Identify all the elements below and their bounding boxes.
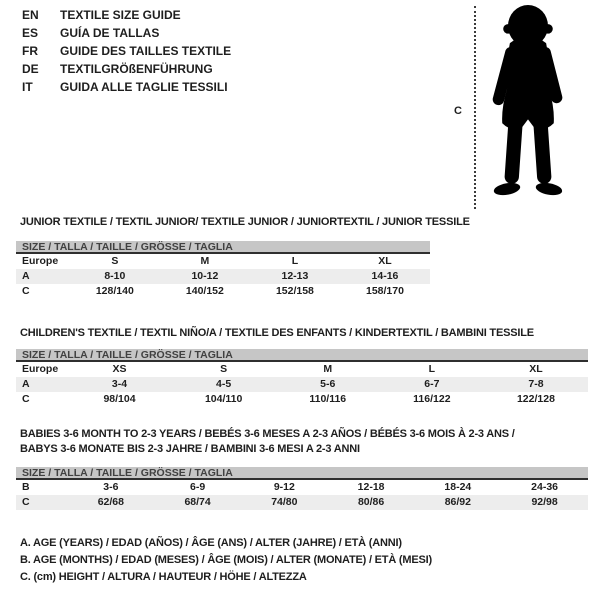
row-label: Europe: [22, 363, 59, 375]
size-value: XL: [378, 255, 392, 267]
size-value: L: [428, 363, 436, 375]
size-value: 9-12: [273, 481, 295, 493]
size-value: M: [200, 255, 210, 267]
size-value: 86/92: [444, 496, 471, 508]
footnotes: [20, 535, 432, 586]
size-value: 12-18: [357, 481, 385, 493]
table-row-c: [16, 284, 430, 299]
language-row-it: [22, 78, 231, 96]
size-value: S: [220, 363, 228, 375]
size-value: S: [111, 255, 119, 267]
row-label: C: [22, 393, 30, 405]
size-value: 152/158: [275, 285, 314, 297]
size-value: M: [323, 363, 333, 375]
size-value: 122/128: [516, 393, 555, 405]
row-label: Europe: [22, 255, 59, 267]
table-row-a: [16, 377, 588, 392]
row-label: A: [22, 270, 30, 282]
footnote-age-months: B. AGE (MONTHS) / EDAD (MESES) / ÂGE (MOIS) / ALTER (MONATE) / ETÀ (MESI): [20, 554, 432, 566]
size-value: 4-5: [216, 378, 232, 390]
language-code: EN: [22, 8, 39, 22]
size-value: L: [291, 255, 299, 267]
size-value: 24-36: [531, 481, 559, 493]
language-label: GUIDE DES TAILLES TEXTILE: [60, 44, 232, 58]
size-value: 80/86: [357, 496, 385, 508]
table-row-a: [16, 269, 430, 284]
language-code: FR: [22, 44, 38, 58]
size-value: 14-16: [371, 270, 399, 282]
size-value: 98/104: [103, 393, 136, 405]
language-code: IT: [22, 80, 33, 94]
size-value: 5-6: [320, 378, 336, 390]
size-value: 6-7: [424, 378, 440, 390]
size-value: 18-24: [444, 481, 472, 493]
size-table-babies: [16, 467, 588, 510]
language-row-de: [22, 60, 231, 78]
height-measure-line: [474, 6, 476, 209]
section-title-junior: JUNIOR TEXTILE / TEXTIL JUNIOR/ TEXTILE JUNIOR / JUNIORTEXTIL / JUNIOR TESSILE: [20, 216, 470, 228]
size-value: XL: [529, 363, 543, 375]
language-label: TEXTILGRÖßENFÜHRUNG: [60, 62, 213, 76]
height-measure-label: C: [454, 105, 462, 117]
size-value: 92/98: [531, 496, 558, 508]
language-label: TEXTILE SIZE GUIDE: [60, 8, 181, 22]
table-row-europe: [16, 254, 430, 269]
size-value: 8-10: [104, 270, 126, 282]
size-value: 12-13: [281, 270, 309, 282]
row-label: B: [22, 481, 30, 493]
size-value: 6-9: [190, 481, 206, 493]
table-row-c: [16, 392, 588, 407]
size-header-bar: SIZE / TALLA / TAILLE / GRÖSSE / TAGLIA: [16, 241, 430, 254]
section-title-babies-line1: BABIES 3-6 MONTH TO 2-3 YEARS / BEBÉS 3-6 MESES A 2-3 AÑOS / BÉBÉS 3-6 MOIS À 2-3 ANS /: [20, 428, 515, 440]
footnote-height: C. (cm) HEIGHT / ALTURA / HAUTEUR / HÖHE / ALTEZZA: [20, 571, 307, 583]
size-value: 68/74: [184, 496, 211, 508]
size-value: 140/152: [185, 285, 224, 297]
language-code: ES: [22, 26, 39, 40]
size-value: 104/110: [204, 393, 243, 405]
size-header-bar: SIZE / TALLA / TAILLE / GRÖSSE / TAGLIA: [16, 467, 588, 480]
size-value: 110/116: [309, 393, 347, 405]
size-value: 3-6: [103, 481, 119, 493]
size-table-children: [16, 349, 588, 407]
row-label: C: [22, 285, 30, 297]
size-value: XS: [112, 363, 127, 375]
size-table-junior: [16, 241, 430, 299]
size-header-bar: SIZE / TALLA / TAILLE / GRÖSSE / TAGLIA: [16, 349, 588, 362]
row-label: C: [22, 496, 30, 508]
section-title-babies-line2: BABYS 3-6 MONATE BIS 2-3 JAHRE / BAMBINI 3-6 MESI A 2-3 ANNI: [20, 443, 360, 455]
row-label: A: [22, 378, 30, 390]
section-title-children: CHILDREN'S TEXTILE / TEXTIL NIÑO/A / TEXTILE DES ENFANTS / KINDERTEXTIL / BAMBINI TESSILE: [20, 327, 534, 339]
size-value: 116/122: [413, 393, 451, 405]
size-value: 128/140: [95, 285, 134, 297]
table-row-europe: [16, 362, 588, 377]
baby-silhouette-image: [479, 5, 577, 210]
table-row-b: [16, 480, 588, 495]
language-row-es: [22, 24, 231, 42]
language-row-fr: [22, 42, 231, 60]
table-row-c: [16, 495, 588, 510]
size-value: 3-4: [111, 378, 128, 390]
language-label: GUÍA DE TALLAS: [60, 26, 160, 40]
language-header: [22, 6, 231, 96]
size-value: 74/80: [271, 496, 298, 508]
size-value: 10-12: [191, 270, 219, 282]
size-value: 62/68: [97, 496, 124, 508]
language-row-en: [22, 6, 231, 24]
language-label: GUIDA ALLE TAGLIE TESSILI: [60, 80, 228, 94]
footnote-age-years: A. AGE (YEARS) / EDAD (AÑOS) / ÂGE (ANS) / ALTER (JAHRE) / ETÀ (ANNI): [20, 537, 402, 549]
size-value: 7-8: [528, 378, 544, 390]
size-value: 158/170: [365, 285, 404, 297]
language-code: DE: [22, 62, 39, 76]
